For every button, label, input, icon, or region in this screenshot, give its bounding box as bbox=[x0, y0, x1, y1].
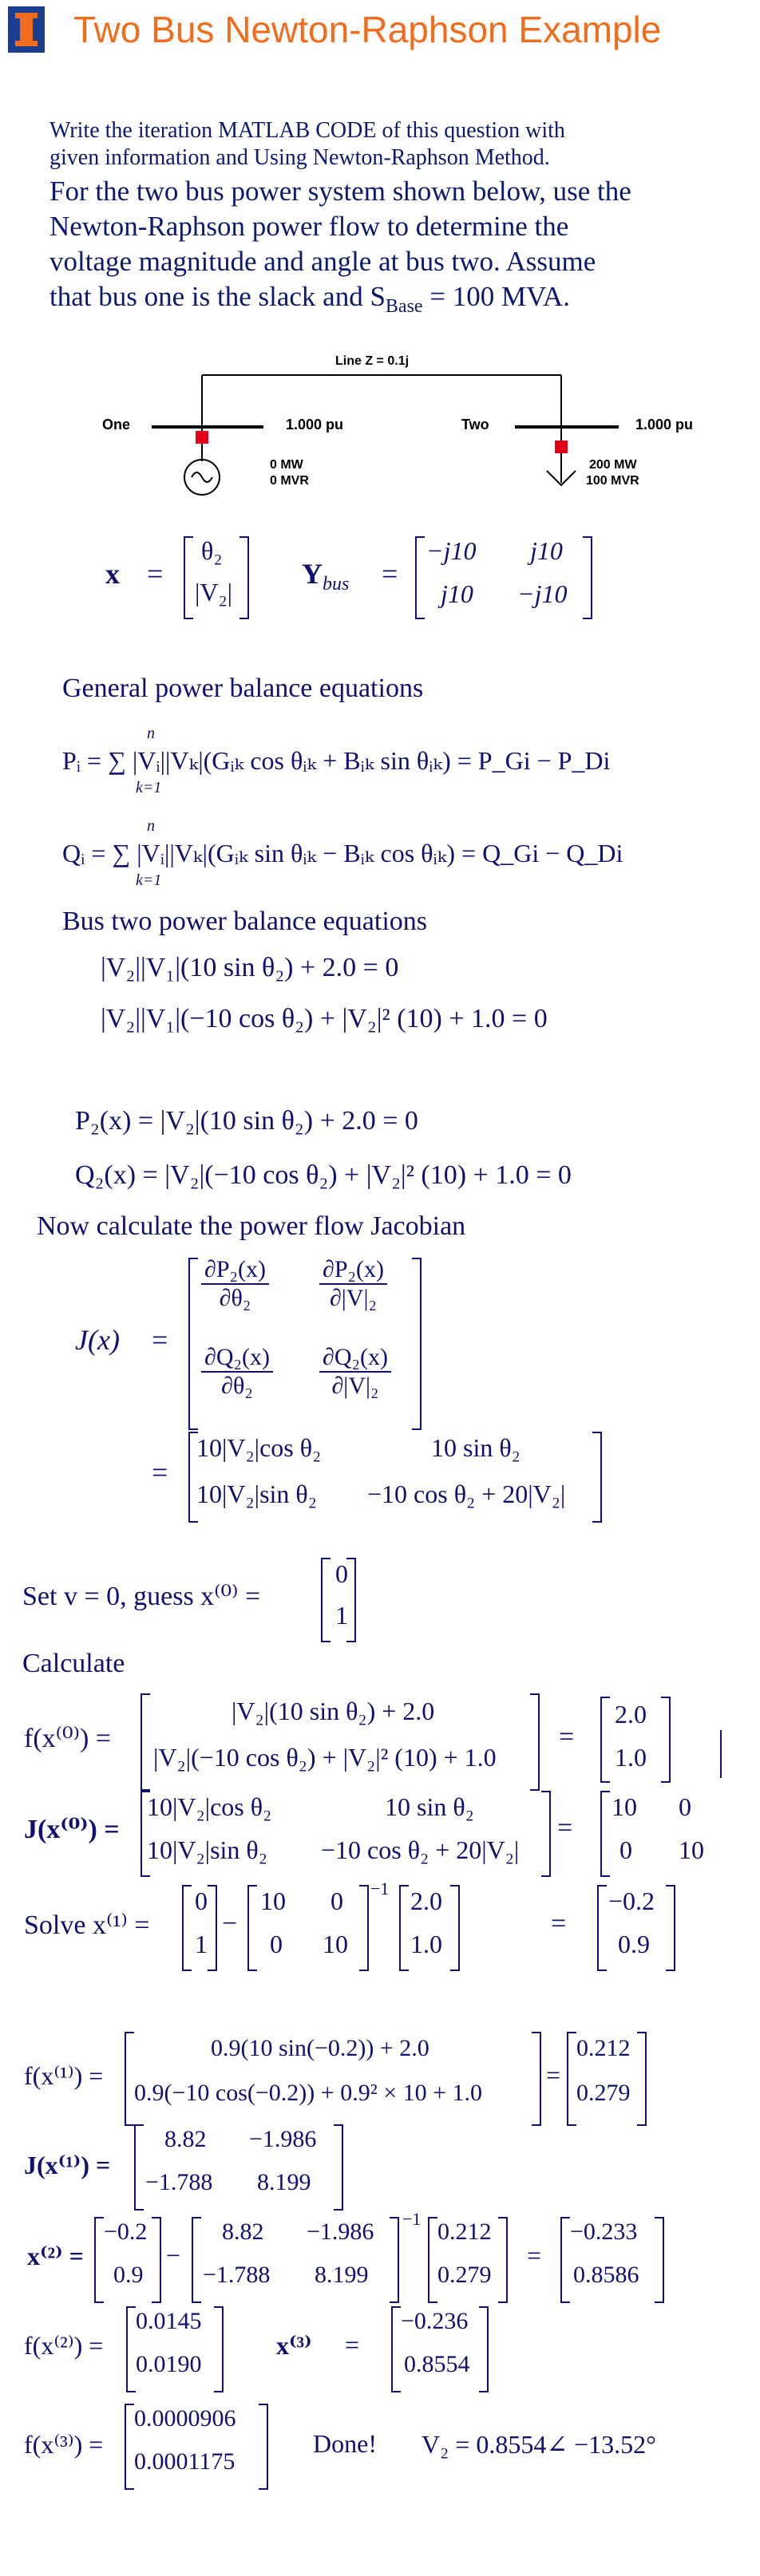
calculate-label: Calculate bbox=[22, 1649, 125, 1678]
j0-val12: 0 bbox=[679, 1792, 691, 1821]
f3-label: f(x⁽³⁾) = bbox=[24, 2430, 104, 2459]
equals: = bbox=[152, 1324, 168, 1356]
bus1-name: One bbox=[102, 417, 131, 433]
general-title: General power balance equations bbox=[62, 674, 424, 703]
x2-b21: −1.788 bbox=[203, 2262, 271, 2288]
sum-bottom: k=1 bbox=[136, 779, 162, 796]
final-voltage: V₂ = 0.8554∠ −13.52° bbox=[422, 2430, 656, 2459]
jacobian-dp-dtheta: $\frac{\text{∂P₂(x)}}{\text{∂θ₂}}$ bbox=[201, 1256, 269, 1312]
ybus-22: −j10 bbox=[517, 579, 568, 608]
f1-row2: 0.9(−10 cos(−0.2)) + 0.9² × 10 + 1.0 bbox=[134, 2080, 483, 2106]
equals: = bbox=[551, 1909, 567, 1938]
intro-line2: given information and Using Newton-Raphson Method. bbox=[49, 145, 550, 170]
j0-val21: 0 bbox=[619, 1835, 632, 1864]
x-theta2: θ₂ bbox=[201, 536, 223, 565]
page-title: Two Bus Newton-Raphson Example bbox=[73, 9, 662, 50]
one-line-diagram bbox=[0, 343, 760, 527]
q-general-eq: Qᵢ = ∑ |Vᵢ||Vₖ|(Gᵢₖ sin θᵢₖ − Bᵢₖ cos θᵢₖ) = Q_Gi − Q_Di bbox=[62, 839, 623, 867]
j0-val22: 10 bbox=[679, 1835, 704, 1864]
x2-c2: 0.279 bbox=[437, 2262, 492, 2288]
solve-a1: 0 bbox=[195, 1887, 208, 1915]
j1-21: −1.788 bbox=[145, 2169, 213, 2195]
equals: = bbox=[382, 558, 398, 590]
equals: = bbox=[527, 2241, 542, 2270]
problem-line4: that bus one is the slack and $S_{Base} = 100$ MVA. bbox=[49, 281, 570, 317]
sum-top: n bbox=[147, 725, 155, 742]
minus: − bbox=[222, 1909, 238, 1938]
gen-mw: 0 MW bbox=[270, 458, 303, 472]
f2-val2: 0.0190 bbox=[136, 2351, 202, 2377]
j1-22: 8.199 bbox=[257, 2169, 311, 2195]
sum-top: n bbox=[147, 817, 155, 835]
equals: = bbox=[345, 2330, 360, 2359]
guess-theta: 0 bbox=[335, 1559, 348, 1588]
done-label: Done! bbox=[313, 2429, 377, 2458]
bus2-eq1: |V₂||V₁|(10 sin θ₂) + 2.0 = 0 bbox=[101, 953, 399, 982]
q2x-eq: Q₂(x) = |V₂|(−10 cos θ₂) + |V₂|² (10) + 1.0 = 0 bbox=[75, 1160, 572, 1190]
solve-r2: 0.9 bbox=[618, 1930, 650, 1958]
x3-label: x⁽³⁾ bbox=[276, 2331, 312, 2360]
ybus-11: −j10 bbox=[426, 536, 477, 565]
equals: = bbox=[557, 1813, 573, 1843]
equals: = bbox=[546, 2060, 561, 2089]
solve-b12: 0 bbox=[331, 1887, 343, 1915]
jacobian-dq-dtheta: $\frac{\text{∂Q₂(x)}}{\text{∂θ₂}}$ bbox=[201, 1344, 273, 1400]
bus2-title: Bus two power balance equations bbox=[62, 907, 427, 936]
guess-v: 1 bbox=[335, 1601, 348, 1630]
gen-mvr: 0 MVR bbox=[270, 474, 309, 488]
ybus-label: $Y_{bus}$ bbox=[302, 558, 350, 595]
intro-line1: Write the iteration MATLAB CODE of this question with bbox=[49, 118, 565, 143]
x-v2: |V₂| bbox=[195, 578, 233, 606]
solve-b22: 10 bbox=[323, 1930, 348, 1958]
x2-inverse: −1 bbox=[402, 2209, 422, 2229]
jacobian-title: Now calculate the power flow Jacobian bbox=[37, 1211, 466, 1241]
ybus-21: j10 bbox=[441, 579, 473, 608]
f0-row2: |V₂|(−10 cos θ₂) + |V₂|² (10) + 1.0 bbox=[153, 1743, 497, 1772]
x2-a2: 0.9 bbox=[113, 2262, 144, 2288]
j1-11: 8.82 bbox=[164, 2126, 207, 2152]
bus1-voltage: 1.000 pu bbox=[286, 417, 344, 433]
equals: = bbox=[147, 558, 164, 590]
x2-a1: −0.2 bbox=[104, 2218, 148, 2245]
minus: − bbox=[166, 2241, 181, 2270]
solve-c2: 1.0 bbox=[410, 1930, 442, 1958]
problem-line3: voltage magnitude and angle at bus two. Assume bbox=[49, 246, 596, 277]
f0-row1: |V₂|(10 sin θ₂) + 2.0 bbox=[232, 1697, 435, 1725]
bus2-eq2: |V₂||V₁|(−10 cos θ₂) + |V₂|² (10) + 1.0 = 0 bbox=[101, 1004, 548, 1033]
j0-11: 10|V₂|cos θ₂ bbox=[147, 1792, 272, 1821]
j1-label: J(x⁽¹⁾) = bbox=[24, 2151, 111, 2179]
j0-val11: 10 bbox=[612, 1792, 637, 1821]
j0-12: 10 sin θ₂ bbox=[385, 1792, 474, 1821]
solve-r1: −0.2 bbox=[608, 1887, 655, 1915]
solve-c1: 2.0 bbox=[410, 1887, 442, 1915]
solve-inverse: −1 bbox=[370, 1879, 390, 1898]
solve-label: Solve x⁽¹⁾ = bbox=[24, 1910, 150, 1940]
jac-21: 10|V₂|sin θ₂ bbox=[196, 1480, 317, 1508]
f1-row1: 0.9(10 sin(−0.2)) + 2.0 bbox=[211, 2035, 429, 2061]
f1-val2: 0.279 bbox=[576, 2080, 631, 2106]
f1-val1: 0.212 bbox=[576, 2035, 631, 2061]
x2-r1: −0.233 bbox=[570, 2218, 638, 2245]
jac-11: 10|V₂|cos θ₂ bbox=[196, 1433, 322, 1462]
equals: = bbox=[559, 1722, 575, 1752]
p2x-eq: P₂(x) = |V₂|(10 sin θ₂) + 2.0 = 0 bbox=[75, 1106, 418, 1136]
line-label: Line Z = 0.1j bbox=[335, 354, 410, 368]
x2-r2: 0.8586 bbox=[573, 2262, 639, 2288]
set-guess-line: Set v = 0, guess x⁽⁰⁾ = bbox=[22, 1582, 261, 1611]
jacobian-dq-dv: $\frac{\text{∂Q₂(x)}}{\text{∂|V|₂}}$ bbox=[319, 1344, 391, 1400]
x2-b12: −1.986 bbox=[307, 2218, 374, 2245]
equals: = bbox=[152, 1456, 168, 1488]
f0-val1: 2.0 bbox=[615, 1700, 647, 1729]
j0-label: J(x⁽⁰⁾) = bbox=[24, 1815, 120, 1844]
f0-label: f(x⁽⁰⁾) = bbox=[24, 1724, 111, 1753]
sum-bottom: k=1 bbox=[136, 871, 162, 889]
load-mvr: 100 MVR bbox=[586, 474, 639, 488]
problem-line2: Newton-Raphson power flow to determine the bbox=[49, 211, 569, 242]
j0-21: 10|V₂|sin θ₂ bbox=[147, 1835, 267, 1864]
jacobian-label: J(x) bbox=[75, 1324, 120, 1356]
solve-b11: 10 bbox=[260, 1887, 286, 1915]
bus2-voltage: 1.000 pu bbox=[635, 417, 694, 433]
x2-b22: 8.199 bbox=[315, 2262, 369, 2288]
f0-val2: 1.0 bbox=[615, 1743, 647, 1772]
f3-val1: 0.0000906 bbox=[134, 2405, 236, 2432]
f2-val1: 0.0145 bbox=[136, 2308, 202, 2334]
f1-label: f(x⁽¹⁾) = bbox=[24, 2061, 104, 2090]
jacobian-dp-dv: $\frac{\text{∂P₂(x)}}{\text{∂|V|₂}}$ bbox=[319, 1256, 387, 1312]
x3-val1: −0.236 bbox=[401, 2308, 469, 2334]
jac-22: −10 cos θ₂ + 20|V₂| bbox=[367, 1480, 566, 1508]
solve-b21: 0 bbox=[270, 1930, 283, 1958]
problem-line1: For the two bus power system shown below, use the bbox=[49, 176, 631, 207]
logo-icon bbox=[8, 6, 45, 53]
j1-12: −1.986 bbox=[249, 2126, 317, 2152]
p-general-eq: Pᵢ = ∑ |Vᵢ||Vₖ|(Gᵢₖ cos θᵢₖ + Bᵢₖ sin θᵢₖ) = P_Gi − P_Di bbox=[62, 746, 611, 775]
jac-12: 10 sin θ₂ bbox=[431, 1433, 521, 1462]
load-mw: 200 MW bbox=[589, 458, 637, 472]
x2-c1: 0.212 bbox=[437, 2218, 492, 2245]
solve-a2: 1 bbox=[195, 1930, 208, 1958]
x2-b11: 8.82 bbox=[222, 2218, 264, 2245]
bus2-name: Two bbox=[461, 417, 489, 433]
f2-label: f(x⁽²⁾) = bbox=[24, 2331, 104, 2360]
x-vector-label: x bbox=[105, 558, 120, 590]
j0-22: −10 cos θ₂ + 20|V₂| bbox=[321, 1835, 520, 1864]
x2-label: x⁽²⁾ = bbox=[27, 2242, 84, 2270]
x3-val2: 0.8554 bbox=[404, 2351, 470, 2377]
f3-val2: 0.0001175 bbox=[134, 2448, 236, 2475]
ybus-12: j10 bbox=[530, 536, 563, 565]
